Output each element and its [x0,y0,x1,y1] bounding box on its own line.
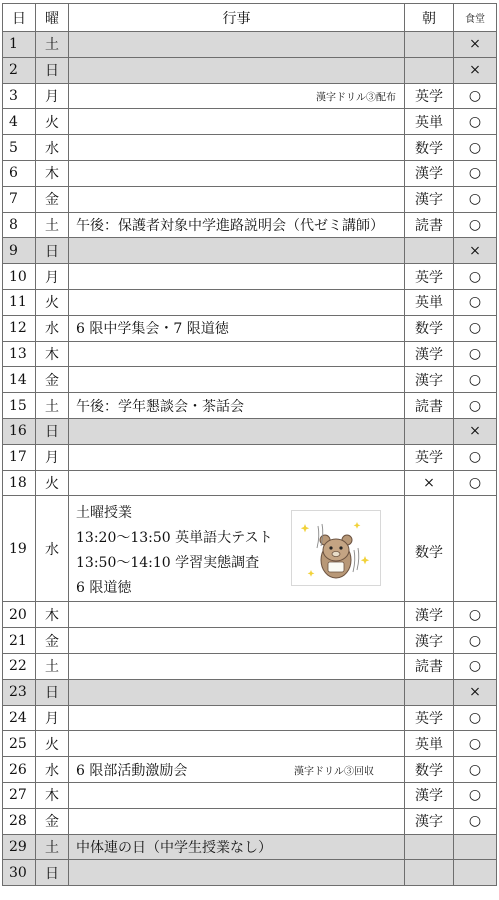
table-row [3,496,497,602]
day-cell: 29 [3,834,36,860]
table-row [3,32,497,58]
table-row [3,782,497,808]
mascot-illustration [291,510,381,586]
morning-cell: 漢学 [405,782,454,808]
cafeteria-cell: × [454,418,497,444]
event-note: 漢字ドリル③回収 [294,766,374,778]
table-row [3,160,497,186]
day-cell: 10 [3,264,36,290]
table-row [3,57,497,83]
cafeteria-cell: ○ [454,289,497,315]
cafeteria-cell: ○ [454,602,497,628]
weekday-cell: 日 [36,679,69,705]
day-cell: 4 [3,109,36,135]
day-cell: 15 [3,393,36,419]
morning-cell [405,860,454,886]
weekday-cell: 月 [36,264,69,290]
morning-cell [405,679,454,705]
header-row [3,4,497,32]
weekday-cell: 日 [36,860,69,886]
event-cell [69,860,405,886]
table-row [3,289,497,315]
day-cell: 30 [3,860,36,886]
day-cell: 14 [3,367,36,393]
weekday-cell: 日 [36,418,69,444]
day-cell: 11 [3,289,36,315]
weekday-cell: 水 [36,757,69,783]
event-cell [69,109,405,135]
table-row [3,264,497,290]
cafeteria-cell: ○ [454,653,497,679]
day-cell: 26 [3,757,36,783]
table-row [3,418,497,444]
table-row [3,470,497,496]
table-row [3,83,497,109]
cafeteria-cell: ○ [454,705,497,731]
table-row [3,705,497,731]
morning-cell [405,418,454,444]
cafeteria-cell: ○ [454,315,497,341]
morning-cell: 数学 [405,315,454,341]
weekday-cell: 木 [36,160,69,186]
day-cell: 2 [3,57,36,83]
day-cell: 12 [3,315,36,341]
morning-cell [405,57,454,83]
day-cell: 22 [3,653,36,679]
cafeteria-cell: ○ [454,782,497,808]
morning-cell: 英学 [405,264,454,290]
day-cell: 9 [3,238,36,264]
header-weekday: 曜 [36,4,69,32]
cafeteria-cell: ○ [454,367,497,393]
morning-cell: 数学 [405,135,454,161]
table-row [3,315,497,341]
morning-cell: 漢字 [405,186,454,212]
morning-cell: 数学 [405,757,454,783]
day-cell: 27 [3,782,36,808]
event-cell [69,628,405,654]
table-row [3,731,497,757]
event-cell [69,418,405,444]
cafeteria-cell: ○ [454,264,497,290]
event-cell [69,367,405,393]
weekday-cell: 水 [36,496,69,602]
morning-cell: 読書 [405,393,454,419]
event-cell [69,444,405,470]
weekday-cell: 月 [36,83,69,109]
cafeteria-cell: ○ [454,393,497,419]
morning-cell [405,32,454,58]
table-row [3,109,497,135]
event-line: 6 限道徳 [76,580,132,597]
weekday-cell: 木 [36,341,69,367]
weekday-cell: 木 [36,782,69,808]
header-morning: 朝 [405,4,454,32]
weekday-cell: 金 [36,186,69,212]
cafeteria-cell: ○ [454,470,497,496]
event-cell [69,496,405,602]
morning-cell: 英単 [405,289,454,315]
event-text: 午後：保護者対象中学進路説明会（代ゼミ講師） [76,217,384,234]
monthly-schedule-table [2,3,497,886]
day-cell: 17 [3,444,36,470]
table-row [3,628,497,654]
day-cell: 20 [3,602,36,628]
event-cell [69,602,405,628]
cafeteria-cell: ○ [454,109,497,135]
event-cell [69,834,405,860]
table-row [3,238,497,264]
event-cell [69,83,405,109]
event-cell [69,315,405,341]
weekday-cell: 金 [36,367,69,393]
day-cell: 7 [3,186,36,212]
cafeteria-cell: ○ [454,160,497,186]
cafeteria-cell [454,860,497,886]
event-cell [69,393,405,419]
table-row [3,341,497,367]
table-row [3,808,497,834]
morning-cell: 漢字 [405,367,454,393]
table-row [3,367,497,393]
event-cell [69,212,405,238]
table-row [3,135,497,161]
table-row [3,212,497,238]
cafeteria-cell: ○ [454,628,497,654]
table-row [3,393,497,419]
weekday-cell: 土 [36,653,69,679]
morning-cell: 漢学 [405,602,454,628]
event-cell [69,470,405,496]
event-cell [69,186,405,212]
weekday-cell: 日 [36,238,69,264]
event-cell [69,135,405,161]
weekday-cell: 金 [36,808,69,834]
cafeteria-cell: × [454,238,497,264]
morning-cell [405,834,454,860]
event-cell [69,731,405,757]
morning-cell: 漢字 [405,628,454,654]
morning-cell: 読書 [405,653,454,679]
morning-cell: × [405,470,454,496]
cafeteria-cell: × [454,57,497,83]
event-note: 漢字ドリル③配布 [316,92,396,104]
event-cell [69,160,405,186]
event-cell [69,653,405,679]
weekday-cell: 火 [36,470,69,496]
cafeteria-cell: ○ [454,808,497,834]
cafeteria-cell [454,496,497,602]
event-cell [69,757,405,783]
day-cell: 24 [3,705,36,731]
event-line: 13:20〜13:50 英単語大テスト [76,530,273,547]
table-row [3,834,497,860]
morning-cell: 英学 [405,705,454,731]
event-cell [69,32,405,58]
weekday-cell: 日 [36,57,69,83]
table-row [3,444,497,470]
cafeteria-cell: ○ [454,341,497,367]
table-row [3,602,497,628]
day-cell: 16 [3,418,36,444]
table-row [3,653,497,679]
weekday-cell: 水 [36,135,69,161]
weekday-cell: 木 [36,602,69,628]
weekday-cell: 火 [36,109,69,135]
weekday-cell: 火 [36,731,69,757]
event-cell [69,341,405,367]
table-row [3,186,497,212]
cafeteria-cell: ○ [454,186,497,212]
cafeteria-cell: ○ [454,731,497,757]
event-cell [69,264,405,290]
event-text: 午後：学年懇談会・茶話会 [76,398,244,415]
day-cell: 21 [3,628,36,654]
cafeteria-cell: ○ [454,83,497,109]
day-cell: 5 [3,135,36,161]
day-cell: 19 [3,496,36,602]
header-cafeteria: 食堂 [454,4,497,32]
cafeteria-cell [454,834,497,860]
day-cell: 13 [3,341,36,367]
day-cell: 23 [3,679,36,705]
day-cell: 1 [3,32,36,58]
event-text: 6 限部活動激励会 [76,762,188,779]
event-line: 13:50〜14:10 学習実態調査 [76,555,260,572]
event-cell [69,289,405,315]
header-day: 日 [3,4,36,32]
weekday-cell: 火 [36,289,69,315]
weekday-cell: 土 [36,212,69,238]
weekday-cell: 水 [36,315,69,341]
morning-cell: 英学 [405,83,454,109]
morning-cell: 漢学 [405,341,454,367]
event-text: 中体連の日（中学生授業なし） [76,839,272,856]
event-text: 6 限中学集会・7 限道徳 [76,321,229,338]
day-cell: 25 [3,731,36,757]
event-cell [69,57,405,83]
cafeteria-cell: ○ [454,212,497,238]
cafeteria-cell: ○ [454,444,497,470]
weekday-cell: 土 [36,393,69,419]
weekday-cell: 土 [36,834,69,860]
cafeteria-cell: × [454,679,497,705]
day-cell: 8 [3,212,36,238]
morning-cell: 漢学 [405,160,454,186]
weekday-cell: 月 [36,444,69,470]
cafeteria-cell: ○ [454,135,497,161]
cafeteria-cell: × [454,32,497,58]
morning-cell: 読書 [405,212,454,238]
weekday-cell: 金 [36,628,69,654]
weekday-cell: 土 [36,32,69,58]
table-row [3,757,497,783]
day-cell: 28 [3,808,36,834]
morning-cell: 英単 [405,731,454,757]
morning-cell: 英単 [405,109,454,135]
morning-cell: 数学 [405,496,454,602]
cafeteria-cell: ○ [454,757,497,783]
event-cell [69,782,405,808]
event-cell [69,705,405,731]
header-event: 行事 [69,4,405,32]
morning-cell: 英学 [405,444,454,470]
day-cell: 6 [3,160,36,186]
event-cell [69,238,405,264]
event-cell [69,679,405,705]
table-row [3,860,497,886]
morning-cell: 漢字 [405,808,454,834]
table-row [3,679,497,705]
morning-cell [405,238,454,264]
day-cell: 18 [3,470,36,496]
event-line: 土曜授業 [76,505,132,522]
weekday-cell: 月 [36,705,69,731]
day-cell: 3 [3,83,36,109]
event-cell [69,808,405,834]
